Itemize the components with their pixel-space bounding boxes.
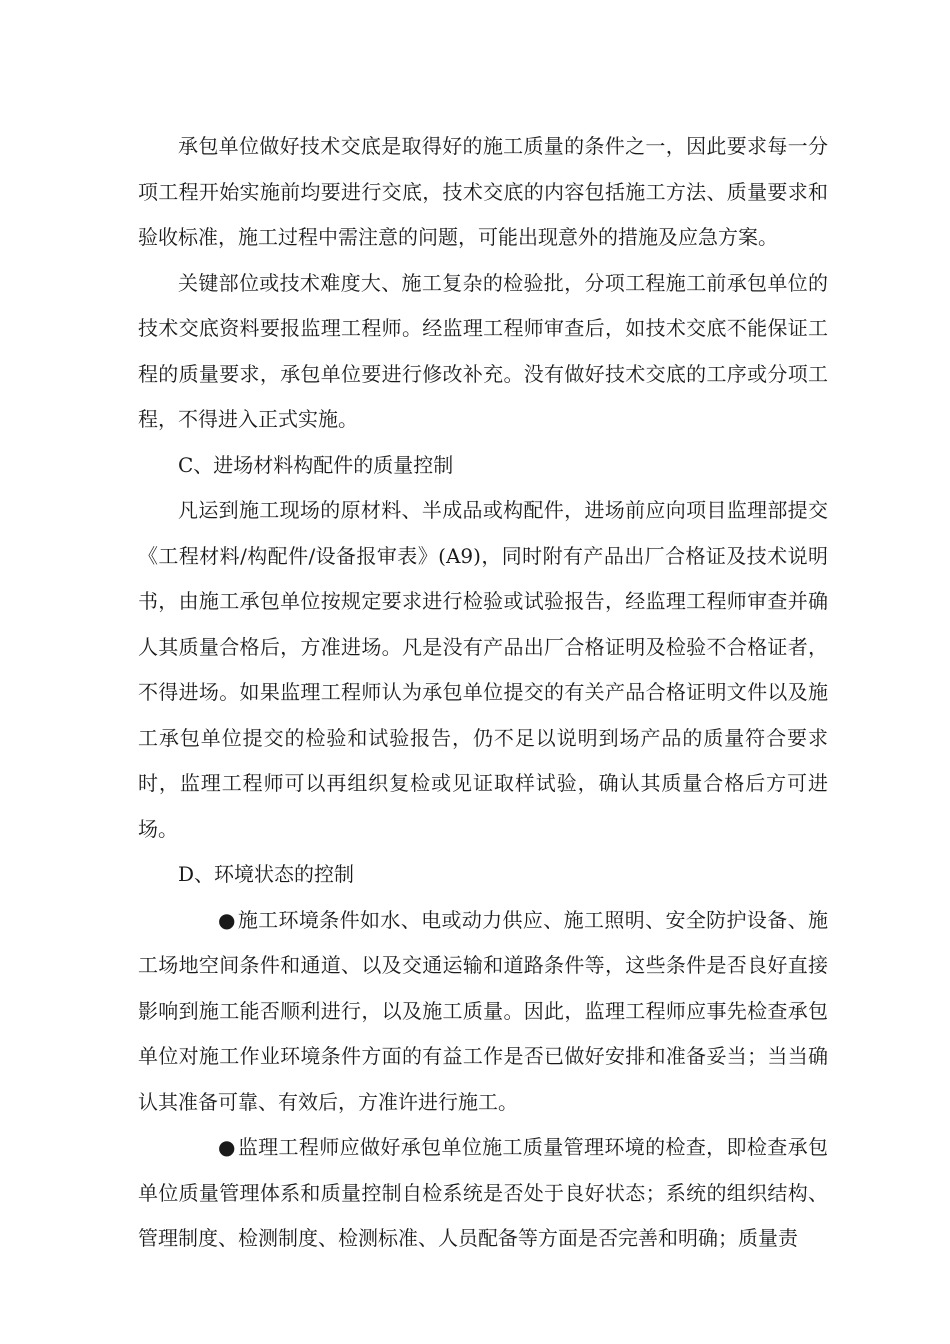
bullet-paragraph-quality-management	[138, 1125, 828, 1262]
paragraph-technical-briefing: 承包单位做好技术交底是取得好的施工质量的条件之一，因此要求每一分项工程开始实施前均要进行交底，技术交底的内容包括施工方法、质量要求和验收标准，施工过程中需注意的问题，可能出现意外的措施及应急方案。	[138, 134, 828, 249]
bullet-icon: ●	[218, 1135, 236, 1159]
paragraph-materials-inspection: 凡运到施工现场的原材料、半成品或构配件，进场前应向项目监理部提交《工程材料/构配件/设备报审表》(A9)，同时附有产品出厂合格证及技术说明书，由施工承包单位按规定要求进行检验或试验报告，经监理工程师审查并确人其质量合格后，方准进场。凡是没有产品出厂合格证明及检验不合格证者，不得进场。如果监理工程师认为承包单位提交的有关产品合格证明文件以及施工承包单位提交的检验和试验报告，仍不足以说明到场产品的质量符合要求时，监理工程师可以再组织复检或见证取样试验，确认其质量合格后方可进场。	[138, 498, 828, 841]
bullet-text: 监理工程师应做好承包单位施工质量管理环境的检查，即检查承包单位质量管理体系和质量控制自检系统是否处于良好状态；系统的组织结构、管理制度、检测制度、检测标准、人员配备等方面是否完善和明确；质量责	[138, 1135, 828, 1250]
section-heading-materials-quality: C、进场材料构配件的质量控制	[178, 452, 454, 477]
bullet-paragraph-construction-environment	[138, 898, 828, 1126]
section-heading-environment-control: D、环境状态的控制	[178, 862, 355, 886]
document-body	[138, 124, 828, 1262]
bullet-icon: ●	[218, 907, 236, 932]
paragraph-key-parts-review: 关键部位或技术难度大、施工复杂的检验批，分项工程施工前承包单位的技术交底资料要报监理工程师。经监理工程师审查后，如技术交底不能保证工程的质量要求，承包单位要进行修改补充。没有做好技术交底的工序或分项工程，不得进入正式实施。	[138, 270, 828, 431]
bullet-text: 施工环境条件如水、电或动力供应、施工照明、安全防护设备、施工场地空间条件和通道、以及交通运输和道路条件等，这些条件是否良好直接影响到施工能否顺利进行，以及施工质量。因此，监理工程师应事先检查承包单位对施工作业环境条件方面的有益工作是否已做好安排和准备妥当；当当确认其准备可靠、有效后，方准许进行施工。	[138, 907, 828, 1114]
